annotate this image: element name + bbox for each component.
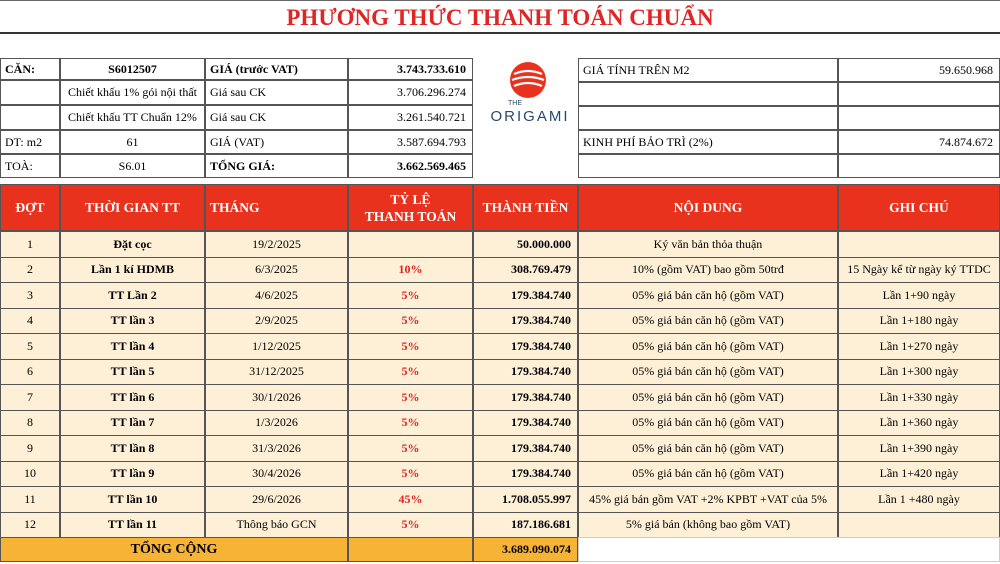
row-month: 29/6/2026: [205, 486, 348, 513]
empty-cell: [838, 154, 1000, 178]
empty-cell: [578, 106, 838, 130]
row-rate: 5%: [348, 384, 473, 411]
empty-cell: [0, 105, 60, 130]
row-content: Ký văn bản thỏa thuận: [578, 231, 838, 258]
header-rate: [348, 184, 473, 231]
toa-label: TOÀ:: [0, 154, 60, 178]
row-amount: 1.708.055.997: [473, 486, 578, 513]
row-amount: 187.186.681: [473, 512, 578, 539]
after-ck2-value: 3.261.540.721: [348, 105, 473, 130]
price-m2-value: 59.650.968: [838, 58, 1000, 82]
toa-value: S6.01: [60, 154, 205, 178]
row-month: Thông báo GCN: [205, 512, 348, 539]
row-dot: 4: [0, 308, 60, 335]
row-content: 05% giá bán căn hộ (gồm VAT): [578, 461, 838, 488]
row-time: Lần 1 kí HDMB: [60, 257, 205, 284]
total-blank: [578, 537, 1000, 562]
total-empty: [348, 537, 473, 562]
row-note: Lần 1+270 ngày: [838, 333, 1000, 360]
row-note: Lần 1+390 ngày: [838, 435, 1000, 462]
row-content: 05% giá bán căn hộ (gồm VAT): [578, 384, 838, 411]
after-ck1-label: Giá sau CK: [205, 80, 348, 105]
row-note: [838, 512, 1000, 539]
row-month: 2/9/2025: [205, 308, 348, 335]
row-rate: 5%: [348, 435, 473, 462]
price-before-vat-value: 3.743.733.610: [348, 58, 473, 80]
row-rate: 5%: [348, 359, 473, 386]
row-month: 31/3/2026: [205, 435, 348, 462]
row-amount: 179.384.740: [473, 410, 578, 437]
row-month: 4/6/2025: [205, 282, 348, 309]
discount1-label: Chiết khấu 1% gói nội thất: [60, 80, 205, 105]
row-note: Lần 1+90 ngày: [838, 282, 1000, 309]
row-amount: 179.384.740: [473, 435, 578, 462]
row-amount: 179.384.740: [473, 384, 578, 411]
row-dot: 3: [0, 282, 60, 309]
row-dot: 11: [0, 486, 60, 513]
header-content: NỘI DUNG: [578, 184, 838, 231]
row-dot: 8: [0, 410, 60, 437]
row-month: 1/12/2025: [205, 333, 348, 360]
row-amount: 179.384.740: [473, 308, 578, 335]
row-time: TT lần 11: [60, 512, 205, 539]
row-rate: 5%: [348, 461, 473, 488]
row-time: TT lần 4: [60, 333, 205, 360]
after-ck1-value: 3.706.296.274: [348, 80, 473, 105]
row-content: 05% giá bán căn hộ (gồm VAT): [578, 410, 838, 437]
header-rate-line2: THANH TOÁN: [364, 208, 457, 224]
dt-label: DT: m2: [0, 130, 60, 154]
row-note: Lần 1+180 ngày: [838, 308, 1000, 335]
row-note: [838, 231, 1000, 258]
page-title: PHƯƠNG THỨC THANH TOÁN CHUẨN: [0, 0, 1000, 34]
empty-cell: [578, 82, 838, 106]
row-rate: 5%: [348, 410, 473, 437]
header-note: GHI CHÚ: [838, 184, 1000, 231]
price-before-vat-label: GIÁ (trước VAT): [205, 58, 348, 80]
discount2-label: Chiết khấu TT Chuẩn 12%: [60, 105, 205, 130]
row-time: TT lần 6: [60, 384, 205, 411]
empty-cell: [838, 106, 1000, 130]
row-rate: 5%: [348, 512, 473, 539]
row-time: TT lần 8: [60, 435, 205, 462]
row-dot: 2: [0, 257, 60, 284]
row-note: Lần 1+300 ngày: [838, 359, 1000, 386]
empty-cell: [578, 154, 838, 178]
header-time: THỜI GIAN TT: [60, 184, 205, 231]
can-value: S6012507: [60, 58, 205, 80]
price-vat-label: GIÁ (VAT): [205, 130, 348, 154]
row-content: 5% giá bán (không bao gồm VAT): [578, 512, 838, 539]
row-month: 19/2/2025: [205, 231, 348, 258]
can-label: CĂN:: [0, 58, 60, 80]
row-dot: 6: [0, 359, 60, 386]
row-content: 45% giá bán gồm VAT +2% KPBT +VAT của 5%: [578, 486, 838, 513]
maintenance-label: KINH PHÍ BẢO TRÌ (2%): [578, 130, 838, 154]
row-dot: 1: [0, 231, 60, 258]
row-amount: 179.384.740: [473, 359, 578, 386]
dt-value: 61: [60, 130, 205, 154]
row-month: 30/4/2026: [205, 461, 348, 488]
row-content: 05% giá bán căn hộ (gồm VAT): [578, 308, 838, 335]
row-content: 05% giá bán căn hộ (gồm VAT): [578, 282, 838, 309]
row-content: 05% giá bán căn hộ (gồm VAT): [578, 359, 838, 386]
price-m2-label: GIÁ TÍNH TRÊN M2: [578, 58, 838, 82]
row-note: 15 Ngày kể từ ngày ký TTDC: [838, 257, 1000, 284]
row-dot: 7: [0, 384, 60, 411]
row-note: Lần 1+330 ngày: [838, 384, 1000, 411]
row-note: Lần 1+420 ngày: [838, 461, 1000, 488]
row-amount: 179.384.740: [473, 282, 578, 309]
row-time: TT lần 5: [60, 359, 205, 386]
row-rate: 5%: [348, 308, 473, 335]
logo-the: THE: [508, 100, 522, 107]
row-rate: 5%: [348, 282, 473, 309]
price-vat-value: 3.587.694.793: [348, 130, 473, 154]
header-dot: ĐỢT: [0, 184, 60, 231]
maintenance-value: 74.874.672: [838, 130, 1000, 154]
row-rate: 10%: [348, 257, 473, 284]
row-content: 05% giá bán căn hộ (gồm VAT): [578, 435, 838, 462]
row-time: TT lần 9: [60, 461, 205, 488]
header-rate-line1: TỶ LỆ: [390, 191, 431, 207]
header-amount: THÀNH TIỀN: [473, 184, 578, 231]
row-content: 05% giá bán căn hộ (gồm VAT): [578, 333, 838, 360]
row-time: TT lần 3: [60, 308, 205, 335]
total-price-value: 3.662.569.465: [348, 154, 473, 178]
row-dot: 12: [0, 512, 60, 539]
row-time: Đặt cọc: [60, 231, 205, 258]
logo-name: ORIGAMI: [490, 108, 570, 125]
row-amount: 308.769.479: [473, 257, 578, 284]
row-rate: 45%: [348, 486, 473, 513]
row-time: TT Lần 2: [60, 282, 205, 309]
row-rate: 5%: [348, 333, 473, 360]
total-price-label: TỔNG GIÁ:: [205, 154, 348, 178]
row-rate: [348, 231, 473, 258]
row-note: Lần 1+360 ngày: [838, 410, 1000, 437]
row-amount: 179.384.740: [473, 333, 578, 360]
row-content: 10% (gồm VAT) bao gồm 50trđ: [578, 257, 838, 284]
row-amount: 50.000.000: [473, 231, 578, 258]
row-amount: 179.384.740: [473, 461, 578, 488]
row-month: 30/1/2026: [205, 384, 348, 411]
total-label: TỔNG CỘNG: [0, 537, 348, 562]
row-dot: 5: [0, 333, 60, 360]
row-month: 1/3/2026: [205, 410, 348, 437]
row-month: 31/12/2025: [205, 359, 348, 386]
row-time: TT lần 7: [60, 410, 205, 437]
row-dot: 9: [0, 435, 60, 462]
row-dot: 10: [0, 461, 60, 488]
after-ck2-label: Giá sau CK: [205, 105, 348, 130]
total-amount: 3.689.090.074: [473, 537, 578, 562]
empty-cell: [838, 82, 1000, 106]
header-month: THÁNG: [205, 184, 348, 231]
row-note: Lần 1 +480 ngày: [838, 486, 1000, 513]
row-month: 6/3/2025: [205, 257, 348, 284]
empty-cell: [0, 80, 60, 105]
row-time: TT lần 10: [60, 486, 205, 513]
